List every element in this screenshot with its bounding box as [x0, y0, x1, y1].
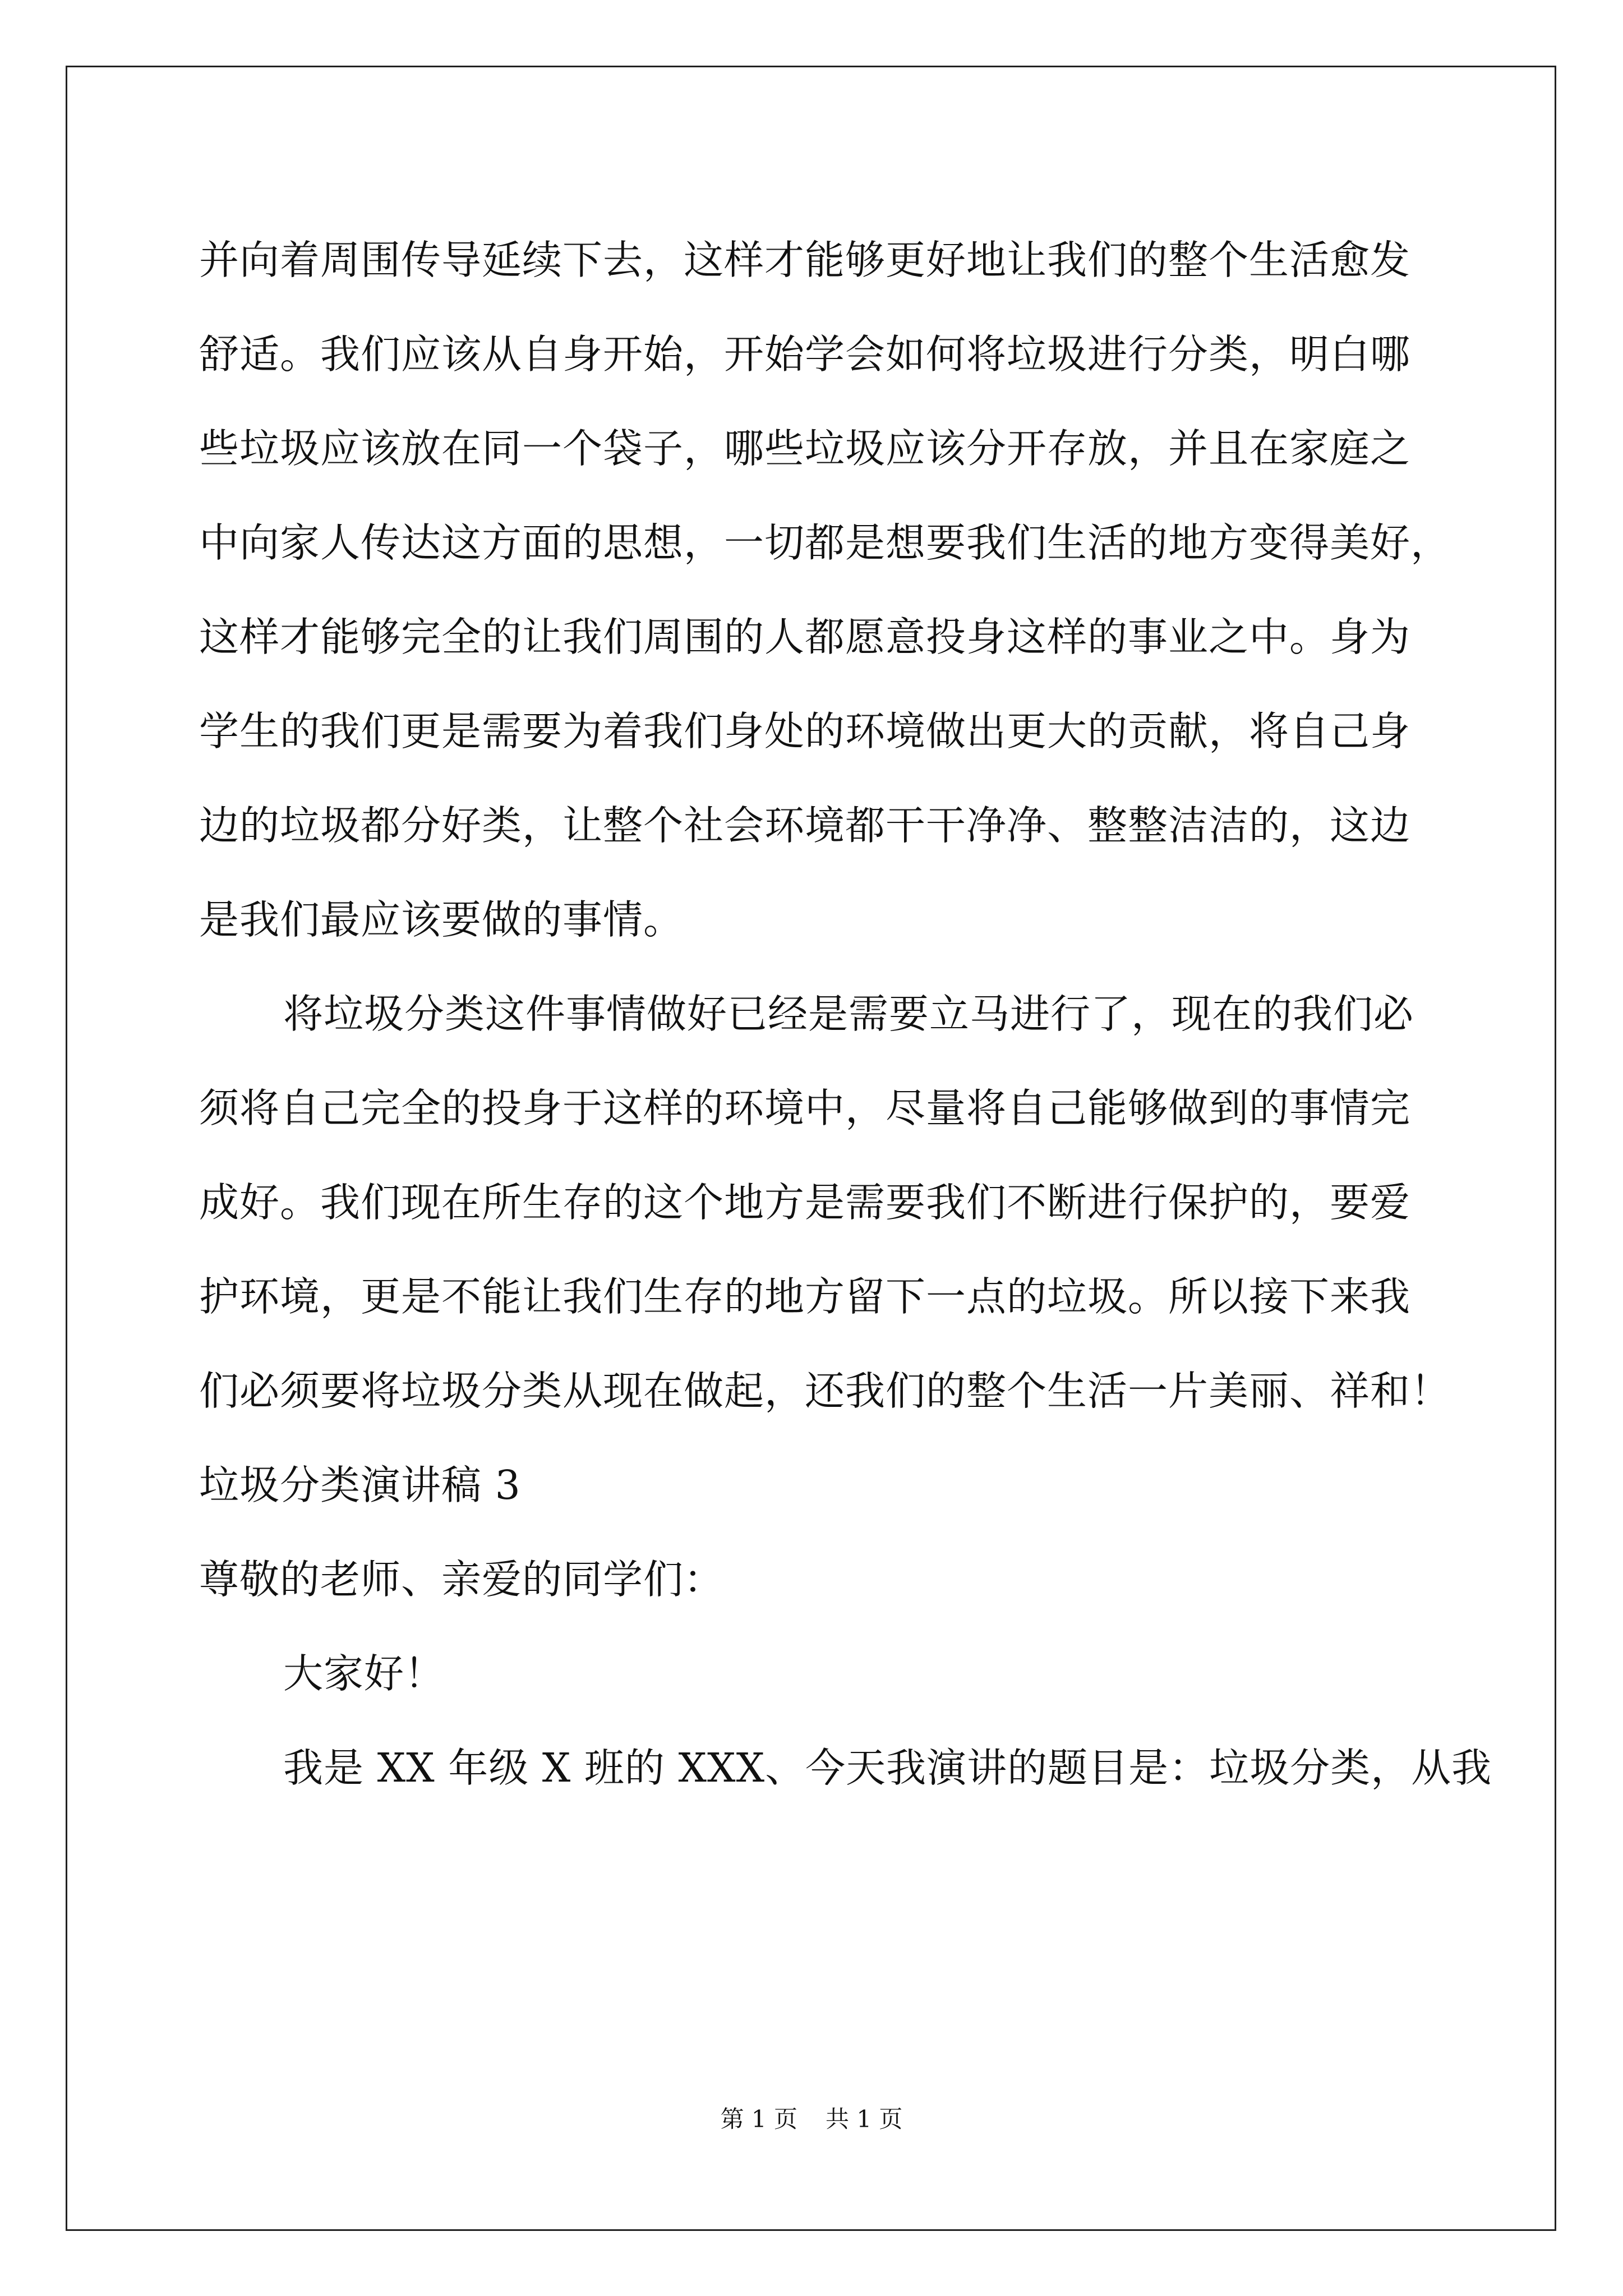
text-line: 们必须要将垃圾分类从现在做起，还我们的整个生活一片美丽、祥和！: [199, 1368, 1451, 1414]
text-line: 学生的我们更是需要为着我们身处的环境做出更大的贡献，将自己身: [199, 708, 1411, 754]
text-line: 这样才能够完全的让我们周围的人都愿意投身这样的事业之中。身为: [199, 614, 1411, 660]
intro-line: 我是 XX 年级 X 班的 XXX、今天我演讲的题目是：垃圾分类，从我: [283, 1745, 1492, 1791]
document-body: [199, 213, 1492, 1815]
page-number: 第 1 页: [720, 2105, 797, 2133]
paragraph-1: [199, 213, 1461, 967]
greeting: 大家好！: [283, 1650, 445, 1697]
text-line: 成好。我们现在所生存的这个地方是需要我们不断进行保护的，要爱: [199, 1179, 1411, 1226]
text-line: 舒适。我们应该从自身开始，开始学会如何将垃圾进行分类，明白哪: [199, 331, 1411, 378]
section-heading: 垃圾分类演讲稿 3: [199, 1462, 521, 1508]
text-line: 边的垃圾都分好类，让整个社会环境都干干净净、整整洁洁的，这边: [199, 802, 1411, 849]
page-total: 共 1 页: [826, 2105, 903, 2133]
page-footer: [0, 2101, 1623, 2134]
paragraph-2: [199, 967, 1461, 1438]
salutation: 尊敬的老师、亲爱的同学们：: [199, 1556, 725, 1603]
text-line: 是我们最应该要做的事情。: [199, 896, 684, 943]
text-line: 些垃圾应该放在同一个袋子，哪些垃圾应该分开存放，并且在家庭之: [199, 425, 1411, 472]
text-line: 中向家人传达这方面的思想，一切都是想要我们生活的地方变得美好，: [199, 519, 1451, 566]
text-line: 须将自己完全的投身于这样的环境中，尽量将自己能够做到的事情完: [199, 1085, 1411, 1131]
text-line: 护环境，更是不能让我们生存的地方留下一点的垃圾。所以接下来我: [199, 1273, 1411, 1320]
text-line: 将垃圾分类这件事情做好已经是需要立马进行了，现在的我们必: [283, 991, 1414, 1037]
text-line: 并向着周围传导延续下去，这样才能够更好地让我们的整个生活愈发: [199, 237, 1411, 283]
